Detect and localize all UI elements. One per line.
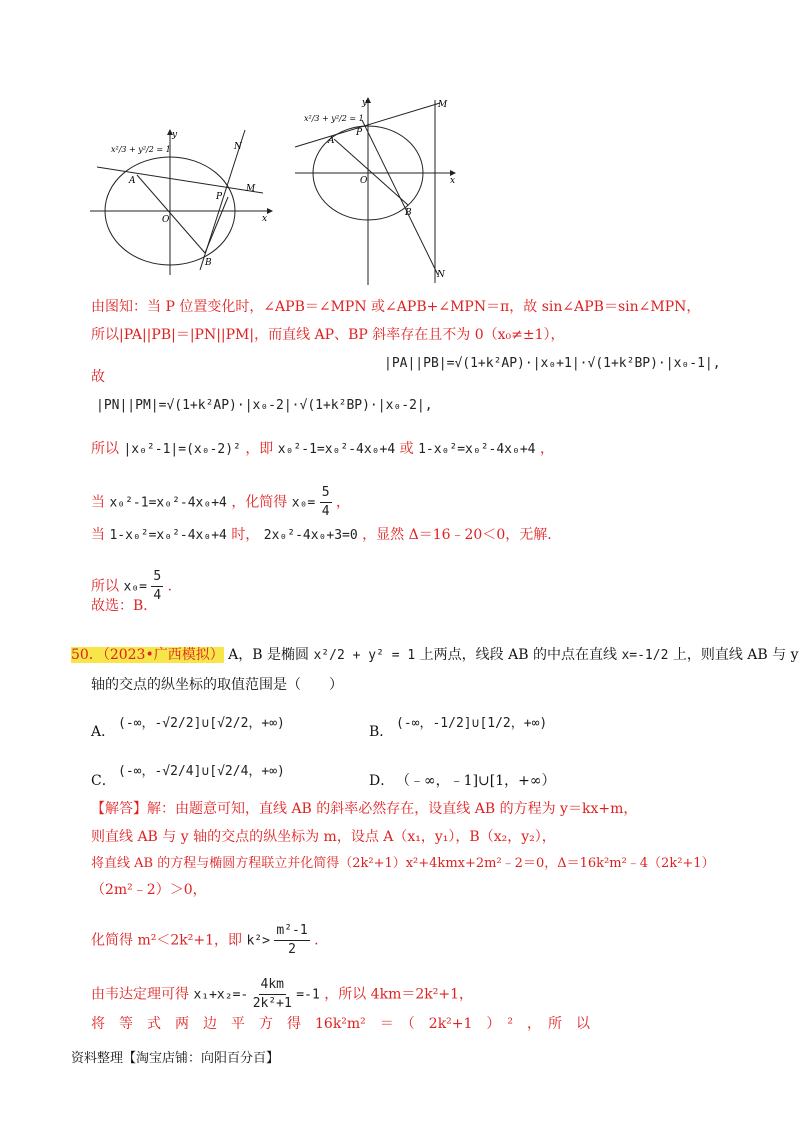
fig-label-p: P: [356, 128, 363, 138]
fig-equation: x²/3 + y²/2 = 1: [111, 145, 171, 154]
fraction-4km: $\frac{4km}{\text{2k²+1}}$: [252, 977, 292, 1011]
fig-label-n: N: [234, 142, 242, 152]
text-comma: ，: [335, 494, 350, 511]
problem-stem-3: 上，则直线 AB 与 y: [672, 647, 799, 663]
answer-line-4: （2m²﹣2）＞0，: [91, 882, 207, 898]
ellipse-equation: x²/2 + y² = 1: [313, 648, 416, 663]
problem-line-1: [71, 646, 799, 665]
fig-label-a: A: [129, 176, 136, 186]
text-simplify: ，化简得: [231, 494, 288, 511]
footer-text: 资料整理【淘宝店铺：向阳百分百】: [71, 1051, 280, 1066]
line-pn: [362, 120, 438, 275]
option-c-text: (-∞，-√2/4]∪[√2/4，+∞): [118, 764, 285, 779]
fig-label-o: O: [162, 215, 170, 225]
line-through-p: [97, 167, 263, 193]
equation-2-repeat: 1-x₀²=x₀²-4x₀+4: [109, 528, 227, 543]
fig-label-y: y: [362, 98, 368, 108]
fig-label-o: O: [360, 176, 368, 186]
answer-line-1: 【解答】解：由题意可知，直线 AB 的斜率必然存在，设直线 AB 的方程为 y＝kx+m，: [91, 801, 638, 817]
solution-line-1: 由图知：当 P 位置变化时，∠APB＝∠MPN 或∠APB+∠MPN＝π，故 sin∠APB＝sin∠MPN，: [91, 299, 701, 315]
text-suoyi: 所以: [91, 578, 119, 595]
abs-equation: |x₀²-1|=(x₀-2)²: [123, 442, 241, 457]
answer-line-3: 将直线 AB 的方程与椭圆方程联立并化简得（2k²+1）x²+4kmx+2m²﹣2＝0，Δ＝16k²m²﹣4（2k²+1）: [91, 856, 715, 871]
pn-pm-formula: |PN||PM|=√(1+k²AP)·|x₀-2|·√(1+k²BP)·|x₀-2|,: [96, 398, 433, 413]
text-suoyi: 所以: [91, 441, 119, 457]
answer-line-6: [91, 976, 473, 1013]
fig-label-x: x: [450, 176, 456, 186]
quadratic-equation: 2x₀²-4x₀+3=0: [263, 528, 358, 543]
fig-label-a: A: [328, 136, 335, 146]
x-axis-arrow: [267, 208, 273, 214]
fraction-m2-1-over-2: $\frac{\text{m²-1}}{2}$: [276, 923, 308, 957]
equation-2: 1-x₀²=x₀²-4x₀+4: [418, 442, 536, 457]
text-so: ，所以 4km＝2k²+1，: [324, 986, 473, 1003]
text-period: .: [314, 932, 319, 949]
option-d-text: （﹣∞，﹣1]∪[1，+∞）: [396, 773, 556, 789]
problem-stem-2: 上两点，线段 AB 的中点在直线: [419, 647, 617, 663]
answer-line-7: 将 等 式 两 边 平 方 得 16k²m² ＝ （ 2k²+1 ） ² ， 所 以: [91, 1016, 591, 1032]
answer-line-2: 则直线 AB 与 y 轴的交点的纵坐标为 m，设点 A（x₁，y₁），B（x₂，y₂），: [91, 829, 556, 845]
fraction-5-4: $\frac{5}{4}$: [153, 569, 162, 603]
sum-lhs: x₁+x₂=-: [193, 987, 249, 1003]
option-d-label: D．: [369, 773, 395, 789]
sum-rhs: =-1: [296, 987, 320, 1003]
text-dang: 当: [91, 494, 105, 511]
k-squared-lhs: k²>: [246, 933, 270, 949]
solution-answer: 故选：B．: [91, 598, 158, 614]
text-simplify: 化简得 m²＜2k²+1，即: [91, 932, 242, 949]
solution-line-7: [91, 526, 552, 545]
solution-line-5: [91, 440, 554, 459]
answer-line-5: [91, 922, 319, 959]
right-ellipse-figure: [290, 95, 470, 285]
x0-lhs: x₀=: [123, 579, 147, 595]
option-a-label: A．: [91, 724, 116, 740]
fig-label-n: N: [437, 270, 445, 280]
fig-label-y: y: [172, 130, 178, 140]
line-ab: [334, 139, 408, 205]
option-b-text: (-∞，-1/2]∪[1/2，+∞): [396, 716, 548, 731]
equation-1-repeat: x₀²-1=x₀²-4x₀+4: [109, 495, 227, 511]
fig-equation: x²/3 + y²/2 = 1: [304, 114, 364, 123]
fig-label-x: x: [262, 214, 268, 224]
problem-number: 50．（2023•广西模拟）: [71, 647, 224, 663]
fraction-5-4: $\frac{5}{4}$: [321, 485, 330, 519]
option-b-label: B．: [369, 724, 394, 740]
equation-1: x₀²-1=x₀²-4x₀+4: [277, 442, 396, 457]
x0-lhs: x₀=: [291, 495, 316, 511]
problem-line-2: 轴的交点的纵坐标的取值范围是（ ）: [91, 677, 343, 693]
line-equation: x=-1/2: [621, 648, 669, 663]
solution-line-3-prefix: 故: [91, 369, 105, 385]
fig-label-b: B: [405, 208, 412, 218]
option-a-text: (-∞，-√2/2]∪[√2/2，+∞): [118, 716, 285, 731]
problem-stem-1: A，B 是椭圆: [228, 647, 310, 663]
fig-label-p: P: [216, 192, 223, 202]
fig-label-m: M: [246, 184, 256, 194]
option-c-label: C．: [91, 773, 116, 789]
text-no-solution: ，显然 Δ＝16﹣20＜0，无解.: [362, 527, 552, 543]
text-ji: ，即: [245, 441, 274, 457]
pa-pb-formula: |PA||PB|=√(1+k²AP)·|x₀+1|·√(1+k²BP)·|x₀-1|,: [384, 356, 721, 371]
text-vieta: 由韦达定理可得: [91, 986, 189, 1003]
solution-line-6: [91, 484, 350, 521]
text-dang: 当: [91, 527, 105, 543]
line-ab: [137, 175, 205, 253]
text-huo: 或: [399, 441, 414, 457]
text-comma: ，: [539, 441, 554, 457]
left-ellipse-figure: [85, 125, 285, 275]
fig-label-b: B: [205, 258, 212, 268]
fig-label-m: M: [438, 100, 448, 110]
solution-line-2: 所以|PA||PB|＝|PN||PM|，而直线 AP、BP 斜率存在且不为 0（x₀≠±1），: [91, 327, 565, 343]
text-shi: 时，: [231, 527, 260, 543]
text-period: .: [167, 578, 173, 595]
